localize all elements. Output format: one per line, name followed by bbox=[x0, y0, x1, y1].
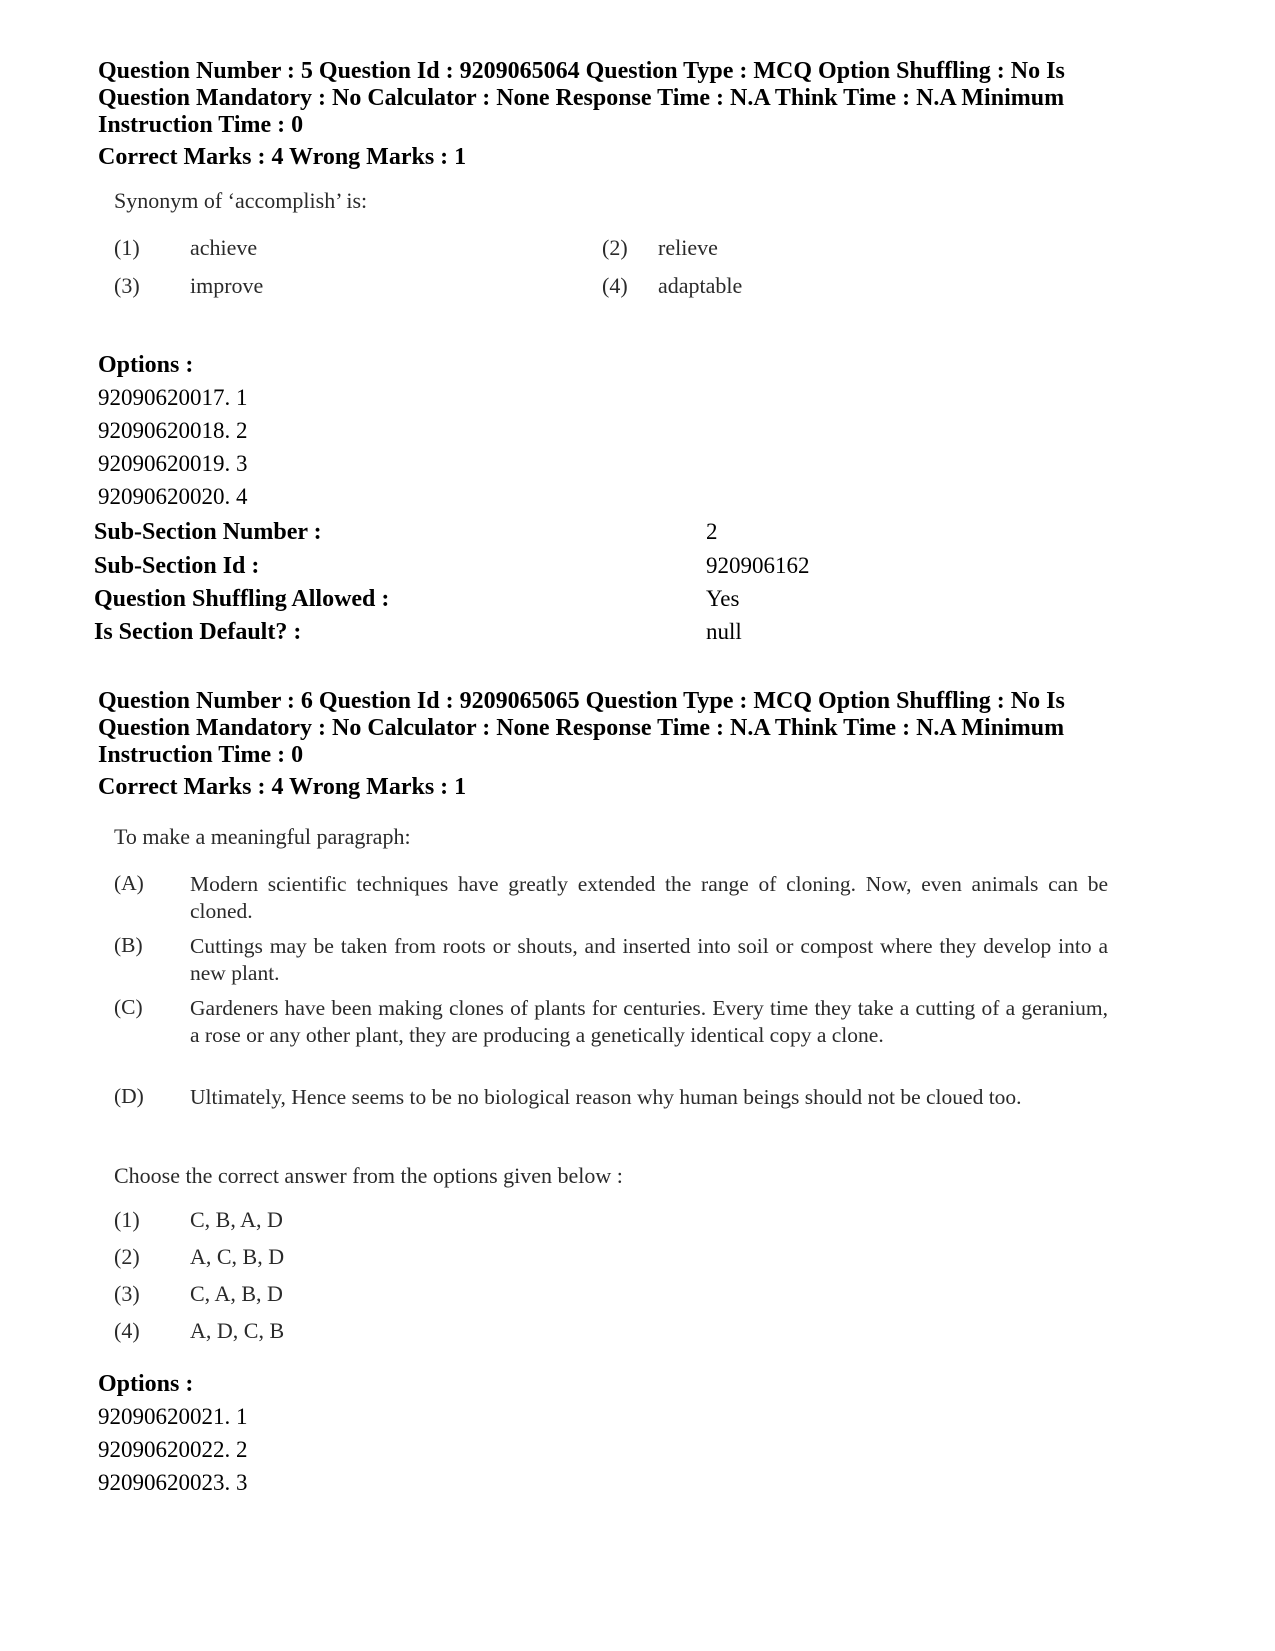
choice-number: (1) bbox=[114, 235, 140, 260]
choice-text: relieve bbox=[658, 235, 718, 260]
option-line: 92090620017. 1 bbox=[98, 385, 248, 410]
statement-text: Modern scientific techniques have greatly extended the range of cloning. Now, even animals can be cloned. bbox=[190, 872, 1108, 923]
choice-text: adaptable bbox=[658, 273, 743, 298]
choice-number: (2) bbox=[114, 1244, 140, 1269]
choice-number: (4) bbox=[602, 273, 628, 298]
options-title: Options : bbox=[98, 352, 194, 378]
choice-number: (1) bbox=[114, 1207, 140, 1232]
option-line: 92090620021. 1 bbox=[98, 1404, 248, 1429]
choice-text: A, C, B, D bbox=[190, 1244, 285, 1269]
subsection-value: null bbox=[706, 619, 742, 644]
choice-text: A, D, C, B bbox=[190, 1318, 285, 1343]
choice-number: (4) bbox=[114, 1318, 140, 1343]
marks-line: Correct Marks : 4 Wrong Marks : 1 bbox=[98, 144, 467, 170]
option-line: 92090620019. 3 bbox=[98, 451, 248, 476]
choice-number: (2) bbox=[602, 235, 628, 260]
subsection-label: Sub-Section Id : bbox=[94, 553, 260, 579]
statement-text: Gardeners have been making clones of plants for centuries. Every time they take a cutting of a geranium, a rose or any other plant, they are producing a genetically identical copy a clone. bbox=[190, 996, 1108, 1047]
statement-label: (A) bbox=[114, 871, 144, 895]
options-title: Options : bbox=[98, 1371, 194, 1397]
statement-label: (B) bbox=[114, 933, 143, 957]
marks-line: Correct Marks : 4 Wrong Marks : 1 bbox=[98, 774, 467, 800]
question-header: Question Number : 5 Question Id : 9209065064 Question Type : MCQ Option Shuffling : No Is Question Mandatory : No Calculator : None Response Time : N.A Think Time : N.A Minimum Instruction Time : 0 bbox=[98, 58, 1065, 138]
choice-text: improve bbox=[190, 273, 264, 298]
choice-number: (3) bbox=[114, 273, 140, 298]
statement-text: Cuttings may be taken from roots or shouts, and inserted into soil or compost where they develop into a new plant. bbox=[190, 934, 1108, 985]
question-stem: To make a meaningful paragraph: bbox=[114, 824, 411, 849]
subsection-label: Question Shuffling Allowed : bbox=[94, 586, 390, 612]
subsection-value: 920906162 bbox=[706, 553, 810, 578]
question-stem: Synonym of ‘accomplish’ is: bbox=[114, 188, 368, 213]
choice-text: C, A, B, D bbox=[190, 1281, 283, 1306]
option-line: 92090620023. 3 bbox=[98, 1470, 248, 1495]
choice-number: (3) bbox=[114, 1281, 140, 1306]
question-header: Question Number : 6 Question Id : 9209065065 Question Type : MCQ Option Shuffling : No Is Question Mandatory : No Calculator : None Response Time : N.A Think Time : N.A Minimum Instruction Time : 0 bbox=[98, 688, 1065, 768]
subsection-value: 2 bbox=[706, 519, 718, 544]
subsection-label: Sub-Section Number : bbox=[94, 519, 322, 545]
statement-label: (D) bbox=[114, 1084, 144, 1108]
choice-text: achieve bbox=[190, 235, 258, 260]
answer-instruction: Choose the correct answer from the options given below : bbox=[114, 1163, 623, 1188]
statement-text: Ultimately, Hence seems to be no biological reason why human beings should not be cloued too. bbox=[190, 1085, 1022, 1109]
option-line: 92090620020. 4 bbox=[98, 484, 248, 509]
subsection-label: Is Section Default? : bbox=[94, 619, 302, 645]
option-line: 92090620022. 2 bbox=[98, 1437, 248, 1462]
subsection-value: Yes bbox=[706, 586, 740, 611]
option-line: 92090620018. 2 bbox=[98, 418, 248, 443]
choice-text: C, B, A, D bbox=[190, 1207, 283, 1232]
statement-label: (C) bbox=[114, 995, 143, 1019]
